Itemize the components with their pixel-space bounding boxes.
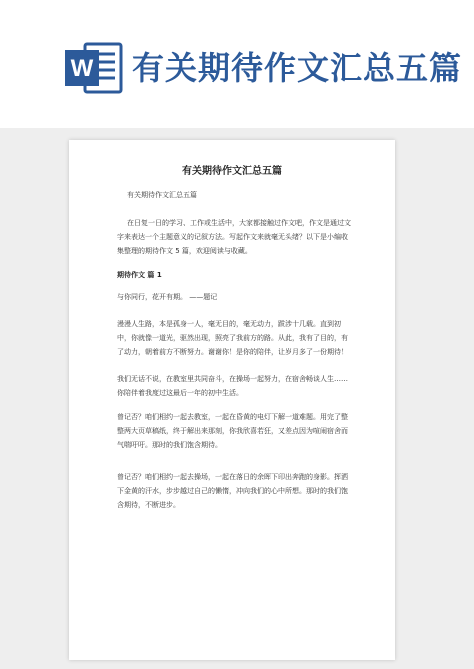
banner-title: 有关期待作文汇总五篇 (132, 49, 463, 87)
banner (0, 0, 474, 128)
document-title: 有关期待作文汇总五篇 (182, 166, 282, 177)
section-heading: 期待作文 篇 1 (117, 271, 162, 279)
body-paragraph-1: 漫漫人生路，本是孤身一人，毫无目的，毫无动力，跋涉十几载。直到初中，你就像一道光，驱然出现，照亮了我前方的路。从此，我有了目的，有了动力，朝着前方不断努力。谢谢你！是你的陪伴，让岁月多了一份期待！ (117, 320, 348, 356)
body-paragraph-3: 曾记否？咱们相约一起去教室，一起在昏黄的电灯下解一道难题。用完了整整两大页草稿纸，终于解出来那刻，你我欣喜若狂，又差点因为喧闹宿舍而气喘吁吁。那时的我们饱含期待。 (117, 413, 348, 449)
intro-paragraph: 在日复一日的学习、工作或生活中，大家都接触过作文吧，作文是通过文字来表达一个主题意义的记叙方法。写起作文来就毫无头绪？以下是小编收集整理的期待作文 5 篇，欢迎阅读与收藏。 (117, 219, 351, 255)
body-paragraph-2: 我们无话不说，在教室里共同奋斗，在操场一起努力，在宿舍畅谈人生……你陪伴着我度过这最后一年的初中生活。 (117, 375, 348, 397)
word-logo-letter: W (70, 55, 94, 82)
body-paragraph-4: 曾记否？咱们相约一起去操场，一起在落日的余晖下印出奔跑的身影。挥洒下金黄的汗水，步步越过自己的懒惰，冲向我们的心中所想。那时的我们饱含期待，不断进步。 (117, 473, 348, 509)
word-document-icon (63, 40, 125, 96)
document-page (69, 140, 395, 660)
document-subtitle: 有关期待作文汇总五篇 (127, 191, 197, 199)
motto: 与你同行，花开有期。 ——题记 (117, 293, 218, 301)
